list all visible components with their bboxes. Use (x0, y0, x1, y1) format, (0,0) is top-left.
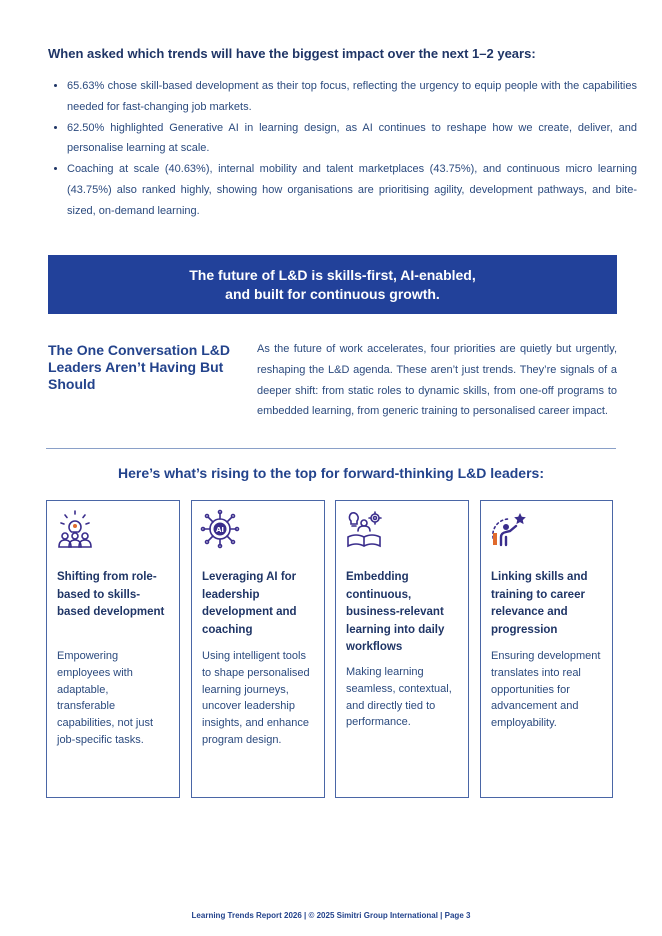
priority-card-skills (46, 500, 180, 798)
trend-bullet-list (48, 76, 637, 222)
trend-bullet-item: • Coaching at scale (40.63%), internal mobility and talent marketplaces (43.75%), and continuous micro learning (43.75%) also ranked highly, showing how organisations are prioritising agility, development pathways, and bite-sized, on-demand learning. (67, 159, 637, 221)
card-description: Empowering employees with adaptable, transferable capabilities, not just job-specific tasks. (57, 650, 153, 746)
section-divider (46, 448, 616, 449)
card-title: Leveraging AI for leadership development and coaching (202, 571, 297, 636)
page-footer: Learning Trends Report 2026 | © 2025 Simitri Group International | Page 3 (191, 911, 471, 920)
trend-bullet-item: • 65.63% chose skill-based development as their top focus, reflecting the urgency to equip people with the capabilities needed for fast-changing job markets. (67, 76, 637, 118)
svg-text:AI: AI (215, 526, 225, 534)
priority-card-ai (191, 500, 325, 798)
banner-line-1: The future of L&D is skills-first, AI-enabled, (189, 266, 476, 283)
rising-heading: Here’s what’s rising to the top for forward-thinking L&D leaders: (117, 465, 544, 481)
card-description: Making learning seamless, contextual, and directly tied to performance. (346, 666, 452, 729)
card-title: Shifting from role-based to skills-based development (57, 571, 165, 619)
card-description: Ensuring development translates into real opportunities for advancement and employability. (491, 650, 601, 730)
priority-card-career (480, 500, 613, 798)
career-progression-icon (489, 509, 529, 549)
card-title: Linking skills and training to career relevance and progression (491, 571, 588, 636)
card-title: Embedding continuous, business-relevant learning into daily workflows (346, 571, 445, 654)
section-body: As the future of work accelerates, four priorities are quietly but urgently, reshaping the L&D agenda. These aren’t just trends. They’re signals of a deeper shift: from static roles to dynamic skills, from one-off programs to embedded learning, from generic training to personalised career impact. (257, 343, 617, 418)
intro-heading: When asked which trends will have the biggest impact over the next 1–2 years: (48, 46, 536, 61)
card-description: Using intelligent tools to shape personalised learning journeys, uncover leadership insights, and enhance program design. (202, 650, 310, 746)
banner-line-2: and built for continuous growth. (225, 285, 440, 302)
learning-book-icon (344, 509, 384, 549)
section-title: The One Conversation L&D Leaders Aren’t Having But Should (48, 342, 231, 392)
priority-card-learning (335, 500, 469, 798)
team-skills-icon (55, 509, 95, 549)
ai-chip-icon (200, 509, 240, 549)
trend-bullet-item: • 62.50% highlighted Generative AI in learning design, as AI continues to reshape how we create, deliver, and personalise learning at scale. (67, 118, 637, 160)
highlight-banner (48, 255, 617, 314)
